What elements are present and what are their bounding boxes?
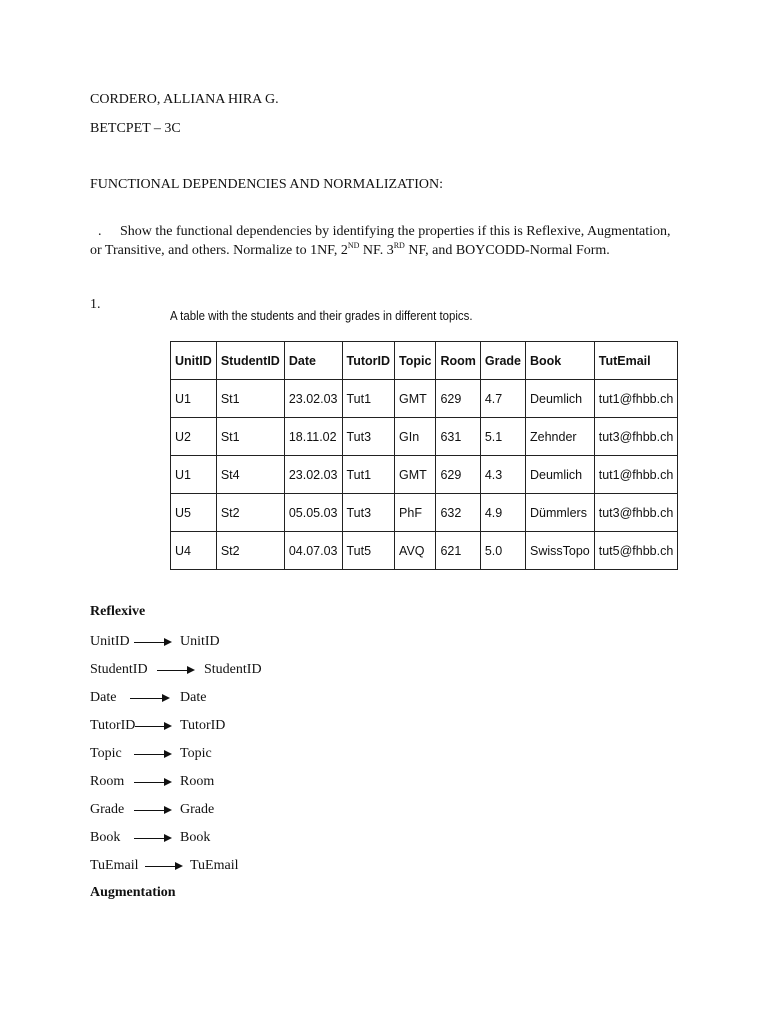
arrow-icon — [145, 866, 181, 867]
table-row — [171, 494, 678, 532]
dependency-row — [90, 632, 220, 652]
cell: 4.9 — [480, 494, 525, 532]
cell: 18.11.02 — [284, 418, 342, 456]
instruction-sup-1: ND — [347, 241, 360, 250]
col-header-tutorid: TutorID — [342, 342, 395, 380]
cell: St2 — [216, 494, 284, 532]
cell: Zehnder — [526, 418, 595, 456]
cell: U1 — [171, 456, 217, 494]
cell: Tut1 — [342, 380, 395, 418]
dependency-rhs: Topic — [180, 746, 212, 761]
arrow-icon — [130, 698, 168, 699]
cell: U2 — [171, 418, 217, 456]
col-header-grade: Grade — [480, 342, 525, 380]
col-header-book: Book — [526, 342, 595, 380]
arrow-icon — [134, 782, 170, 783]
instruction-text-3: NF, and BOYCODD-Normal Form. — [404, 243, 610, 258]
instruction-text-1: Show the functional dependencies by identifying the properties if this is Reflexive, Augmentation, or Transitive, and others. Normalize to 1NF, 2 — [90, 224, 671, 258]
cell: 629 — [436, 456, 480, 494]
arrow-icon — [134, 810, 170, 811]
table-caption: A table with the students and their grades in different topics. — [170, 308, 473, 323]
table-row — [171, 532, 678, 570]
dependency-row — [90, 772, 215, 792]
dependency-row — [90, 800, 215, 820]
col-header-tutemail: TutEmail — [594, 342, 678, 380]
grades-table — [170, 341, 678, 570]
cell: tut3@fhbb.ch — [594, 494, 678, 532]
dependency-lhs: TutorID — [90, 718, 136, 733]
dependency-row — [90, 856, 239, 876]
cell: St1 — [216, 418, 284, 456]
cell: Dümmlers — [526, 494, 595, 532]
cell: AVQ — [395, 532, 436, 570]
dependency-row — [90, 828, 211, 848]
dependency-lhs: Room — [90, 774, 125, 789]
dependency-lhs: TuEmail — [90, 858, 139, 873]
dependency-rhs: Book — [180, 830, 211, 845]
cell: Deumlich — [526, 380, 595, 418]
dependency-lhs: Book — [90, 830, 121, 845]
instruction-text-2: NF. 3 — [359, 243, 394, 258]
cell: Deumlich — [526, 456, 595, 494]
cell: PhF — [395, 494, 436, 532]
col-header-studentid: StudentID — [216, 342, 284, 380]
cell: Tut3 — [342, 494, 395, 532]
dependency-lhs: UnitID — [90, 634, 130, 649]
arrow-icon — [157, 670, 193, 671]
cell: 4.3 — [480, 456, 525, 494]
table-row — [171, 456, 678, 494]
cell: St4 — [216, 456, 284, 494]
cell: tut1@fhbb.ch — [594, 456, 678, 494]
cell: 632 — [436, 494, 480, 532]
cell: tut3@fhbb.ch — [594, 418, 678, 456]
arrow-icon — [134, 838, 170, 839]
cell: 4.7 — [480, 380, 525, 418]
cell: 5.0 — [480, 532, 525, 570]
cell: 631 — [436, 418, 480, 456]
cell: 04.07.03 — [284, 532, 342, 570]
cell: U5 — [171, 494, 217, 532]
reflexive-heading: Reflexive — [90, 604, 146, 619]
arrow-icon — [134, 754, 170, 755]
cell: GIn — [395, 418, 436, 456]
dependency-row — [90, 688, 207, 708]
arrow-icon — [135, 726, 170, 727]
cell: 629 — [436, 380, 480, 418]
dependency-lhs: Date — [90, 690, 117, 705]
cell: Tut5 — [342, 532, 395, 570]
table-row — [171, 418, 678, 456]
dependency-rhs: TutorID — [180, 718, 226, 733]
cell: GMT — [395, 456, 436, 494]
cell: tut1@fhbb.ch — [594, 380, 678, 418]
dependency-rhs: StudentID — [204, 662, 262, 677]
augmentation-heading: Augmentation — [90, 885, 176, 900]
dependency-rhs: Room — [180, 774, 215, 789]
dependency-rhs: Grade — [180, 802, 215, 817]
dependency-lhs: Grade — [90, 802, 125, 817]
cell: 621 — [436, 532, 480, 570]
cell: Tut3 — [342, 418, 395, 456]
cell: SwissTopo — [526, 532, 595, 570]
dependency-rhs: TuEmail — [190, 858, 239, 873]
col-header-date: Date — [284, 342, 342, 380]
instructions-paragraph — [90, 222, 680, 260]
cell: U4 — [171, 532, 217, 570]
dependency-lhs: StudentID — [90, 662, 148, 677]
dependency-rhs: Date — [180, 690, 207, 705]
col-header-room: Room — [436, 342, 480, 380]
table-header-row — [171, 342, 678, 380]
cell: GMT — [395, 380, 436, 418]
instruction-sup-2: RD — [393, 241, 405, 250]
dependency-row — [90, 660, 262, 680]
col-header-topic: Topic — [395, 342, 436, 380]
cell: 23.02.03 — [284, 380, 342, 418]
instruction-bullet: . — [98, 224, 102, 239]
dependency-row — [90, 716, 226, 736]
document-title: FUNCTIONAL DEPENDENCIES AND NORMALIZATION: — [90, 177, 443, 192]
student-name: CORDERO, ALLIANA HIRA G. — [90, 92, 279, 107]
cell: St1 — [216, 380, 284, 418]
cell: 5.1 — [480, 418, 525, 456]
dependency-rhs: UnitID — [180, 634, 220, 649]
cell: U1 — [171, 380, 217, 418]
dependency-row — [90, 744, 212, 764]
cell: 23.02.03 — [284, 456, 342, 494]
table-row — [171, 380, 678, 418]
cell: St2 — [216, 532, 284, 570]
dependency-lhs: Topic — [90, 746, 122, 761]
section-label: BETCPET – 3C — [90, 121, 181, 136]
cell: 05.05.03 — [284, 494, 342, 532]
col-header-unitid: UnitID — [171, 342, 217, 380]
cell: Tut1 — [342, 456, 395, 494]
item-number: 1. — [90, 297, 101, 312]
cell: tut5@fhbb.ch — [594, 532, 678, 570]
arrow-icon — [134, 642, 170, 643]
